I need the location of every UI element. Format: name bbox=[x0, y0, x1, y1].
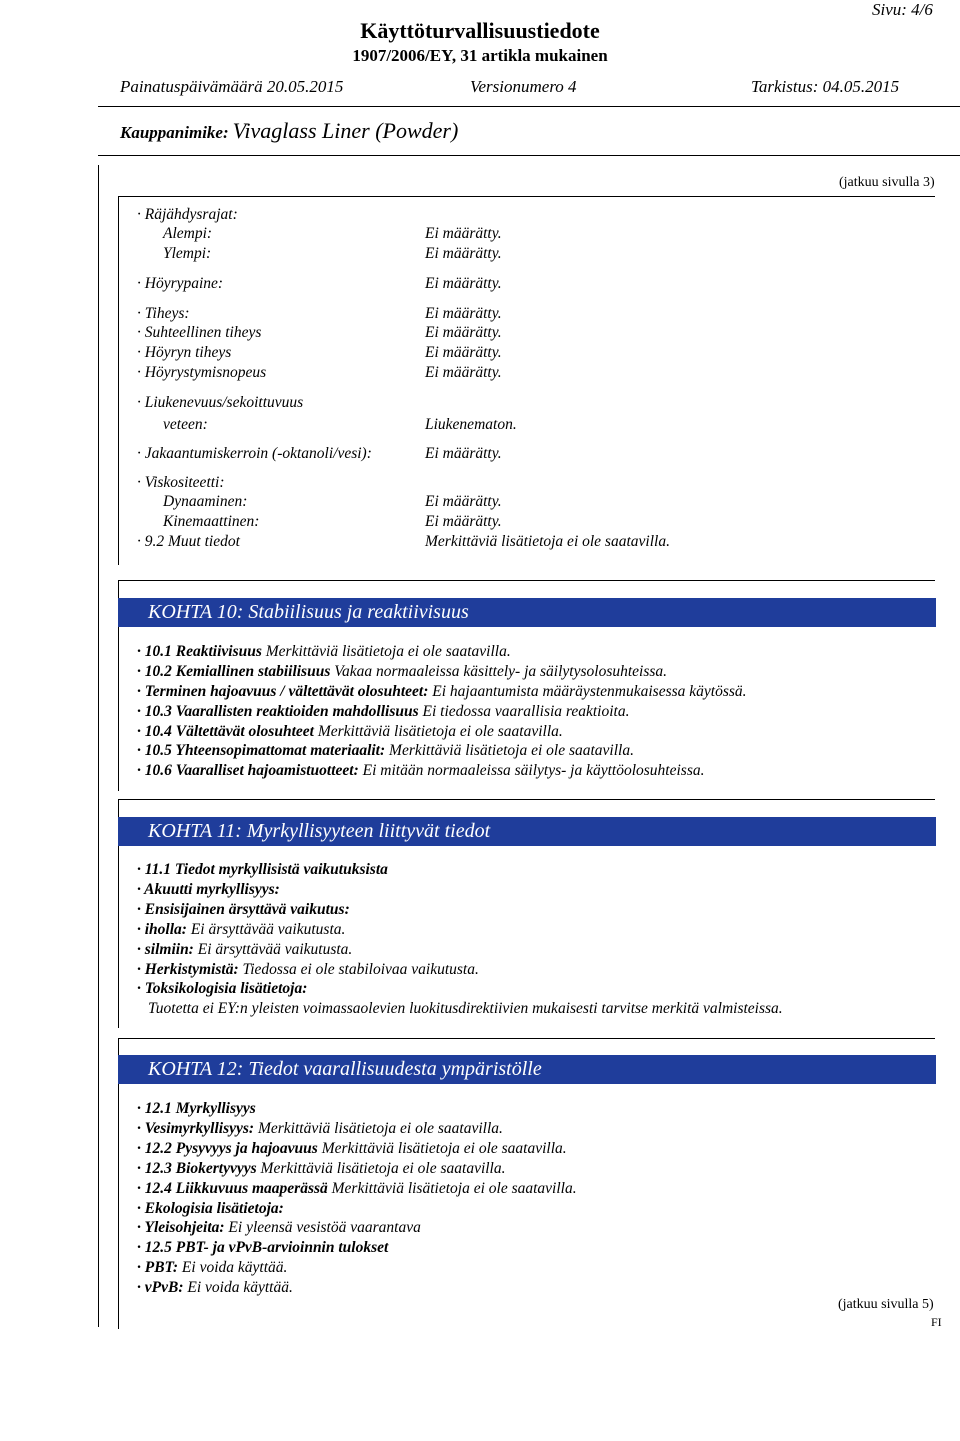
document-subtitle: 1907/2006/EY, 31 artikla mukainen bbox=[352, 46, 608, 65]
s11-line bbox=[137, 941, 352, 959]
s11-label: · iholla: bbox=[137, 921, 187, 938]
explosion-limits-label: · Räjähdysrajat: bbox=[137, 206, 238, 223]
s10-line bbox=[137, 703, 629, 721]
s10-line bbox=[137, 663, 667, 681]
partition-coefficient-label: · Jakaantumiskerroin (-oktanoli/vesi): bbox=[137, 445, 372, 462]
evaporation-rate-label: · Höyrystymisnopeus bbox=[137, 364, 267, 381]
s11-label: · Toksikologisia lisätietoja: bbox=[137, 980, 308, 997]
dynamic-viscosity-value: Ei määrätty. bbox=[425, 493, 502, 510]
s12-label: · PBT: bbox=[137, 1259, 179, 1276]
s12-line bbox=[137, 1219, 421, 1237]
s12-label: · 12.1 Myrkyllisyys bbox=[137, 1100, 256, 1117]
s12-text: Merkittäviä lisätietoja ei ole saatavilla. bbox=[254, 1120, 503, 1137]
header-divider bbox=[98, 106, 960, 107]
s10-label: · Terminen hajoavuus / vältettävät olosuhteet: bbox=[137, 683, 429, 700]
country-code: FI bbox=[931, 1315, 942, 1329]
kinematic-viscosity-label: Kinemaattinen: bbox=[163, 513, 260, 530]
s11-classification-text: Tuotetta ei EY:n yleisten voimassaolevien luokitusdirektiivien mukaisesti tarvitse merkitä valmisteissa. bbox=[148, 1000, 783, 1017]
s10-text: Ei mitään normaaleissa säilytys- ja käyttöolosuhteissa. bbox=[358, 762, 705, 779]
s12-label: · Vesimyrkyllisyys: bbox=[137, 1120, 255, 1137]
solubility-label: · Liukenevuus/sekoittuvuus bbox=[137, 394, 304, 411]
kinematic-viscosity-value: Ei määrätty. bbox=[425, 513, 502, 530]
s10-line bbox=[137, 723, 563, 741]
s10-line bbox=[137, 762, 704, 780]
s12-label: · vPvB: bbox=[137, 1279, 184, 1296]
s12-label: · 12.5 PBT- ja vPvB-arvioinnin tulokset bbox=[137, 1239, 389, 1256]
s10-line bbox=[137, 643, 511, 661]
evaporation-rate-value: Ei määrätty. bbox=[425, 364, 502, 381]
s11-label: · Akuutti myrkyllisyys: bbox=[137, 881, 280, 898]
s10-text: Vakaa normaaleissa käsittely- ja säilytysolosuhteissa. bbox=[330, 663, 668, 680]
trade-name-line bbox=[120, 118, 458, 144]
s12-text: Ei voida käyttää. bbox=[178, 1259, 288, 1276]
water-solubility-value: Liukenematon. bbox=[425, 416, 517, 433]
s10-line bbox=[137, 683, 747, 701]
dynamic-viscosity-label: Dynaaminen: bbox=[163, 493, 248, 510]
density-value: Ei määrätty. bbox=[425, 305, 502, 322]
continued-to: (jatkuu sivulla 5) bbox=[838, 1297, 934, 1312]
s10-label: · 10.4 Vältettävät olosuhteet bbox=[137, 723, 314, 740]
left-margin-rule bbox=[98, 165, 99, 1327]
s12-line bbox=[137, 1200, 284, 1218]
partition-coefficient-value: Ei määrätty. bbox=[425, 445, 502, 462]
s10-line bbox=[137, 742, 634, 760]
trade-divider bbox=[98, 155, 960, 156]
s11-text: Tiedossa ei ole stabiloivaa vaikutusta. bbox=[238, 961, 479, 978]
s11-line bbox=[137, 861, 388, 879]
section-12-title: KOHTA 12: Tiedot vaarallisuudesta ympäristölle bbox=[118, 1055, 936, 1084]
relative-density-label: · Suhteellinen tiheys bbox=[137, 324, 262, 341]
s12-text: Merkittäviä lisätietoja ei ole saatavilla. bbox=[256, 1160, 506, 1177]
s12-line bbox=[137, 1279, 293, 1297]
other-info-label: · 9.2 Muut tiedot bbox=[137, 533, 240, 550]
version-number: Versionumero 4 bbox=[470, 77, 577, 96]
s11-label: · silmiin: bbox=[137, 941, 194, 958]
s12-line bbox=[137, 1140, 567, 1158]
vapour-density-value: Ei määrätty. bbox=[425, 344, 502, 361]
other-info-value: Merkittäviä lisätietoja ei ole saatavilla. bbox=[425, 533, 670, 550]
page-number: Sivu: 4/6 bbox=[872, 0, 933, 19]
s11-line bbox=[137, 921, 345, 939]
section-11-title: KOHTA 11: Myrkyllisyyteen liittyvät tiedot bbox=[118, 817, 936, 846]
s11-text: Ei ärsyttävää vaikutusta. bbox=[186, 921, 346, 938]
s10-text: Merkittäviä lisätietoja ei ole saatavilla. bbox=[385, 742, 634, 759]
upper-limit-value: Ei määrätty. bbox=[425, 245, 502, 262]
s11-line bbox=[137, 961, 479, 979]
s10-text: Merkittäviä lisätietoja ei ole saatavilla. bbox=[261, 643, 511, 660]
s12-label: · 12.4 Liikkuvuus maaperässä bbox=[137, 1180, 328, 1197]
lower-limit-value: Ei määrätty. bbox=[425, 225, 502, 242]
s12-line bbox=[137, 1120, 503, 1138]
s12-label: · Ekologisia lisätietoja: bbox=[137, 1200, 284, 1217]
s11-text: Ei ärsyttävää vaikutusta. bbox=[193, 941, 353, 958]
water-solubility-label: veteen: bbox=[163, 416, 208, 433]
continued-from: (jatkuu sivulla 3) bbox=[839, 175, 935, 190]
s12-line bbox=[137, 1180, 577, 1198]
trade-name-label: Kauppanimike: bbox=[120, 123, 229, 142]
trade-name: Vivaglass Liner (Powder) bbox=[232, 118, 459, 143]
document-title: Käyttöturvallisuustiedote bbox=[360, 18, 600, 43]
s10-label: · 10.6 Vaaralliset hajoamistuotteet: bbox=[137, 762, 359, 779]
s10-label: · 10.2 Kemiallinen stabiilisuus bbox=[137, 663, 331, 680]
s12-label: · 12.2 Pysyvyys ja hajoavuus bbox=[137, 1140, 318, 1157]
vapour-pressure-value: Ei määrätty. bbox=[425, 275, 502, 292]
s10-label: · 10.5 Yhteensopimattomat materiaalit: bbox=[137, 742, 386, 759]
relative-density-value: Ei määrätty. bbox=[425, 324, 502, 341]
s12-text: Merkittäviä lisätietoja ei ole saatavilla. bbox=[317, 1140, 567, 1157]
s12-line bbox=[137, 1239, 388, 1257]
viscosity-label: · Viskositeetti: bbox=[137, 474, 225, 491]
s10-text: Ei hajaantumista määräystenmukaisessa käytössä. bbox=[428, 683, 747, 700]
s12-line bbox=[137, 1100, 256, 1118]
lower-limit-label: Alempi: bbox=[163, 225, 213, 242]
s10-label: · 10.3 Vaarallisten reaktioiden mahdollisuus bbox=[137, 703, 419, 720]
s10-label: · 10.1 Reaktiivisuus bbox=[137, 643, 262, 660]
s12-text: Merkittäviä lisätietoja ei ole saatavilla. bbox=[327, 1180, 577, 1197]
s11-line bbox=[137, 901, 350, 919]
s10-text: Ei tiedossa vaarallisia reaktioita. bbox=[418, 703, 630, 720]
s11-line bbox=[137, 881, 280, 899]
s12-text: Ei yleensä vesistöä vaarantava bbox=[224, 1219, 421, 1236]
revision-date: Tarkistus: 04.05.2015 bbox=[751, 77, 900, 96]
vapour-pressure-label: · Höyrypaine: bbox=[137, 275, 224, 292]
s11-label: · Herkistymistä: bbox=[137, 961, 239, 978]
s10-text: Merkittäviä lisätietoja ei ole saatavilla. bbox=[313, 723, 563, 740]
s12-label: · Yleisohjeita: bbox=[137, 1219, 225, 1236]
s12-line bbox=[137, 1160, 506, 1178]
s12-line bbox=[137, 1259, 287, 1277]
section-10-title: KOHTA 10: Stabiilisuus ja reaktiivisuus bbox=[118, 598, 936, 627]
s12-text: Ei voida käyttää. bbox=[183, 1279, 293, 1296]
print-date: Painatuspäivämäärä 20.05.2015 bbox=[120, 77, 344, 96]
vapour-density-label: · Höyryn tiheys bbox=[137, 344, 232, 361]
s11-label: · 11.1 Tiedot myrkyllisistä vaikutuksista bbox=[137, 861, 388, 878]
s12-label: · 12.3 Biokertyvyys bbox=[137, 1160, 257, 1177]
s11-line bbox=[137, 980, 307, 998]
density-label: · Tiheys: bbox=[137, 305, 190, 322]
upper-limit-label: Ylempi: bbox=[163, 245, 212, 262]
s11-label: · Ensisijainen ärsyttävä vaikutus: bbox=[137, 901, 350, 918]
